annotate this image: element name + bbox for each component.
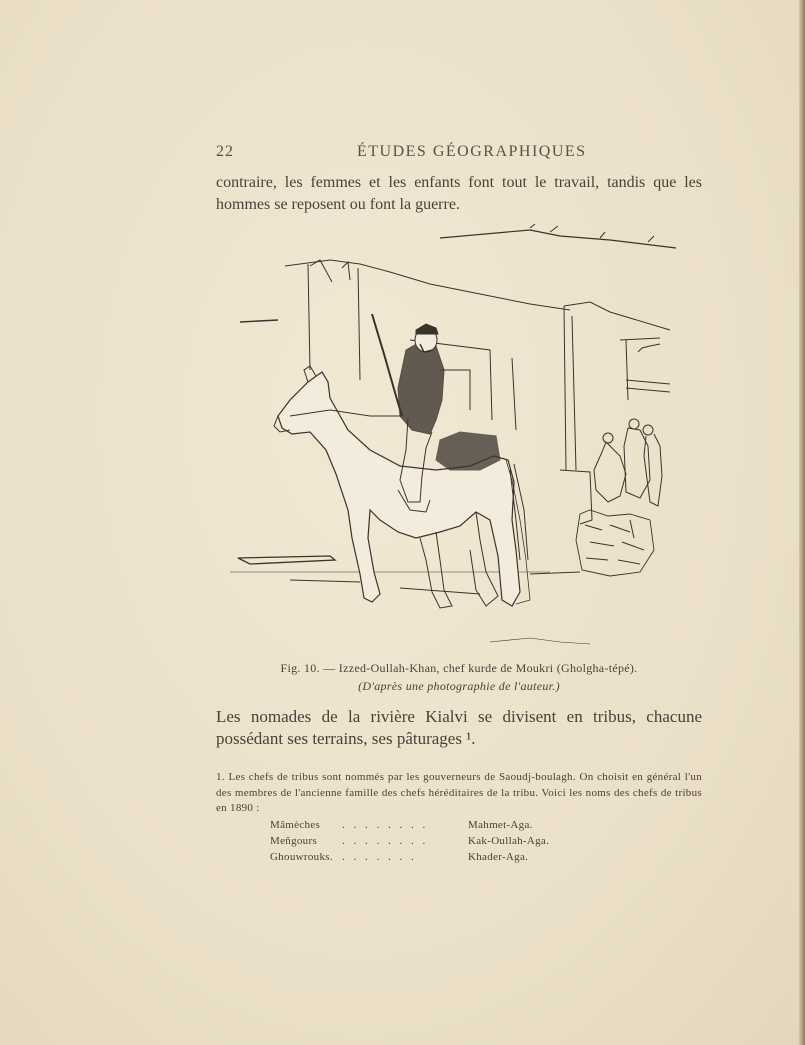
running-header [216, 143, 702, 165]
running-title: ÉTUDES GÉOGRAPHIQUES [357, 143, 587, 160]
list-item [270, 817, 650, 833]
footnote: 1. Les chefs de tribus sont nommés par les gouverneurs de Saoudj-boulagh. On choisit en général l'un des membres de l'ancienne famille des chefs héréditaires de la tribu. Voici les noms des chefs de tribus en 1890 : [216, 771, 702, 814]
engraving-horseman [230, 220, 690, 652]
page-number: 22 [216, 143, 234, 160]
chief-name: Khader-Aga. [468, 851, 529, 863]
chief-name: Kak-Oullah-Aga. [468, 835, 550, 847]
figure-credit: (D'après une photographie de l'auteur.) [358, 679, 560, 693]
leader-dots: . . . . . . . . [342, 819, 429, 831]
tribe-name: Mâmèches [270, 819, 321, 831]
figure-caption: Fig. 10. — Izzed-Oullah-Khan, chef kurde de Moukri (Gholgha-tépé). [280, 661, 638, 675]
tribe-chief-list [270, 817, 650, 865]
leader-dots: . . . . . . . . [342, 835, 429, 847]
tribe-name: Meñgours [270, 835, 318, 847]
page-edge [799, 0, 805, 1045]
list-item [270, 849, 650, 865]
paragraph-1: contraire, les femmes et les enfants font tout le travail, tandis que les hommes se reposent ou font la guerre. [216, 174, 702, 213]
leader-dots: . . . . . . . [342, 851, 417, 863]
chief-name: Mahmet-Aga. [468, 819, 533, 831]
paragraph-2: Les nomades de la rivière Kialvi se divisent en tribus, chacune possédant ses terrains, ses pâturages ¹. [216, 707, 702, 748]
tribe-name: Ghouwrouks. [270, 851, 333, 863]
list-item [270, 833, 650, 849]
